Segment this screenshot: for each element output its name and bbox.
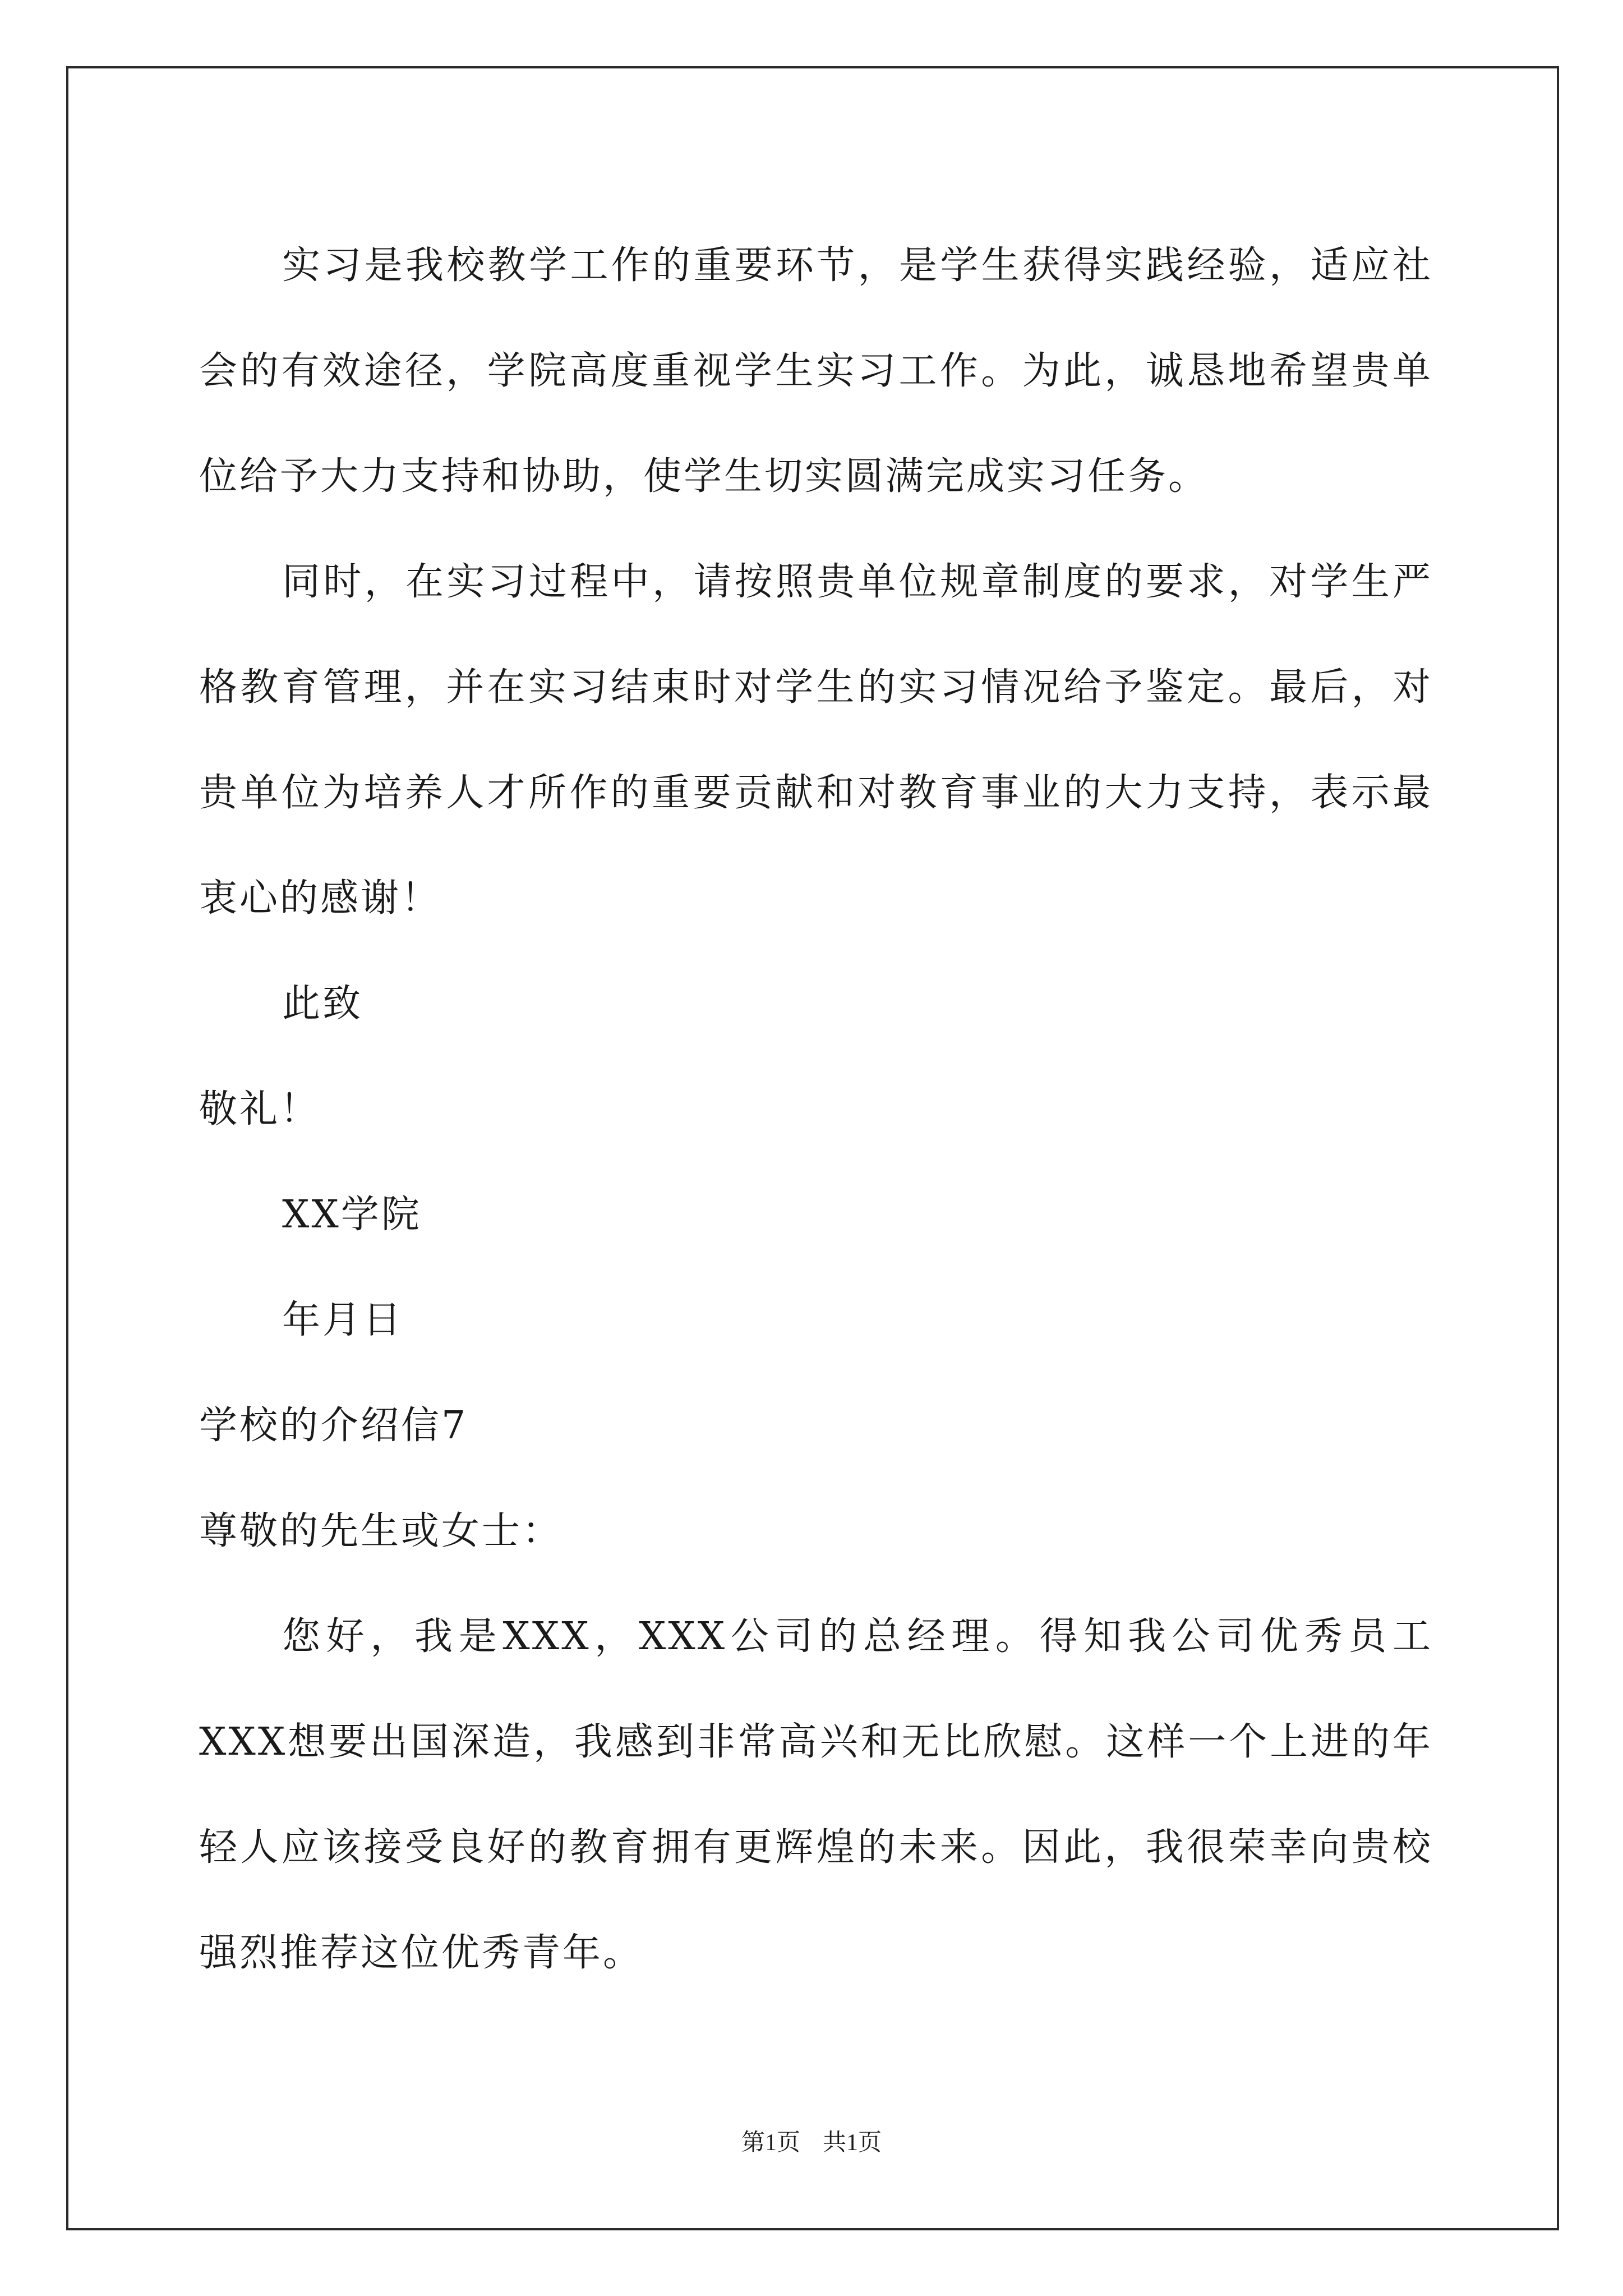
page-number-current: 第1页 [741,2130,800,2156]
letter-greeting: 尊敬的先生或女士： [199,1509,563,1553]
signature-date: 年月日 [282,1298,404,1342]
page-number-total: 共1页 [823,2130,882,2156]
signature-institution: XX学院 [282,1193,422,1237]
section-heading: 学校的介绍信7 [199,1404,468,1448]
letter-body [199,213,1433,2006]
page-footer [0,2126,1623,2160]
paragraph-recommendation: 您好，我是XXX，XXX公司的总经理。得知我公司优秀员工XXX想要出国深造，我感到非常高兴和无比欣慰。这样一个上进的年轻人应该接受良好的教育拥有更辉煌的未来。因此，我很荣幸向贵校强烈推荐这位优秀青年。 [199,1614,1433,1975]
closing-respect: 敬礼！ [199,1087,321,1131]
paragraph-internship-thanks: 同时，在实习过程中，请按照贵单位规章制度的要求，对学生严格教育管理，并在实习结束时对学生的实习情况给予鉴定。最后，对贵单位为培养人才所作的重要贡献和对教育事业的大力支持，表示最衷心的感谢！ [199,560,1433,921]
paragraph-internship-intro: 实习是我校教学工作的重要环节，是学生获得实践经验，适应社会的有效途径，学院高度重视学生实习工作。为此，诚恳地希望贵单位给予大力支持和协助，使学生切实圆满完成实习任务。 [199,243,1433,499]
closing-salutation: 此致 [282,982,363,1026]
